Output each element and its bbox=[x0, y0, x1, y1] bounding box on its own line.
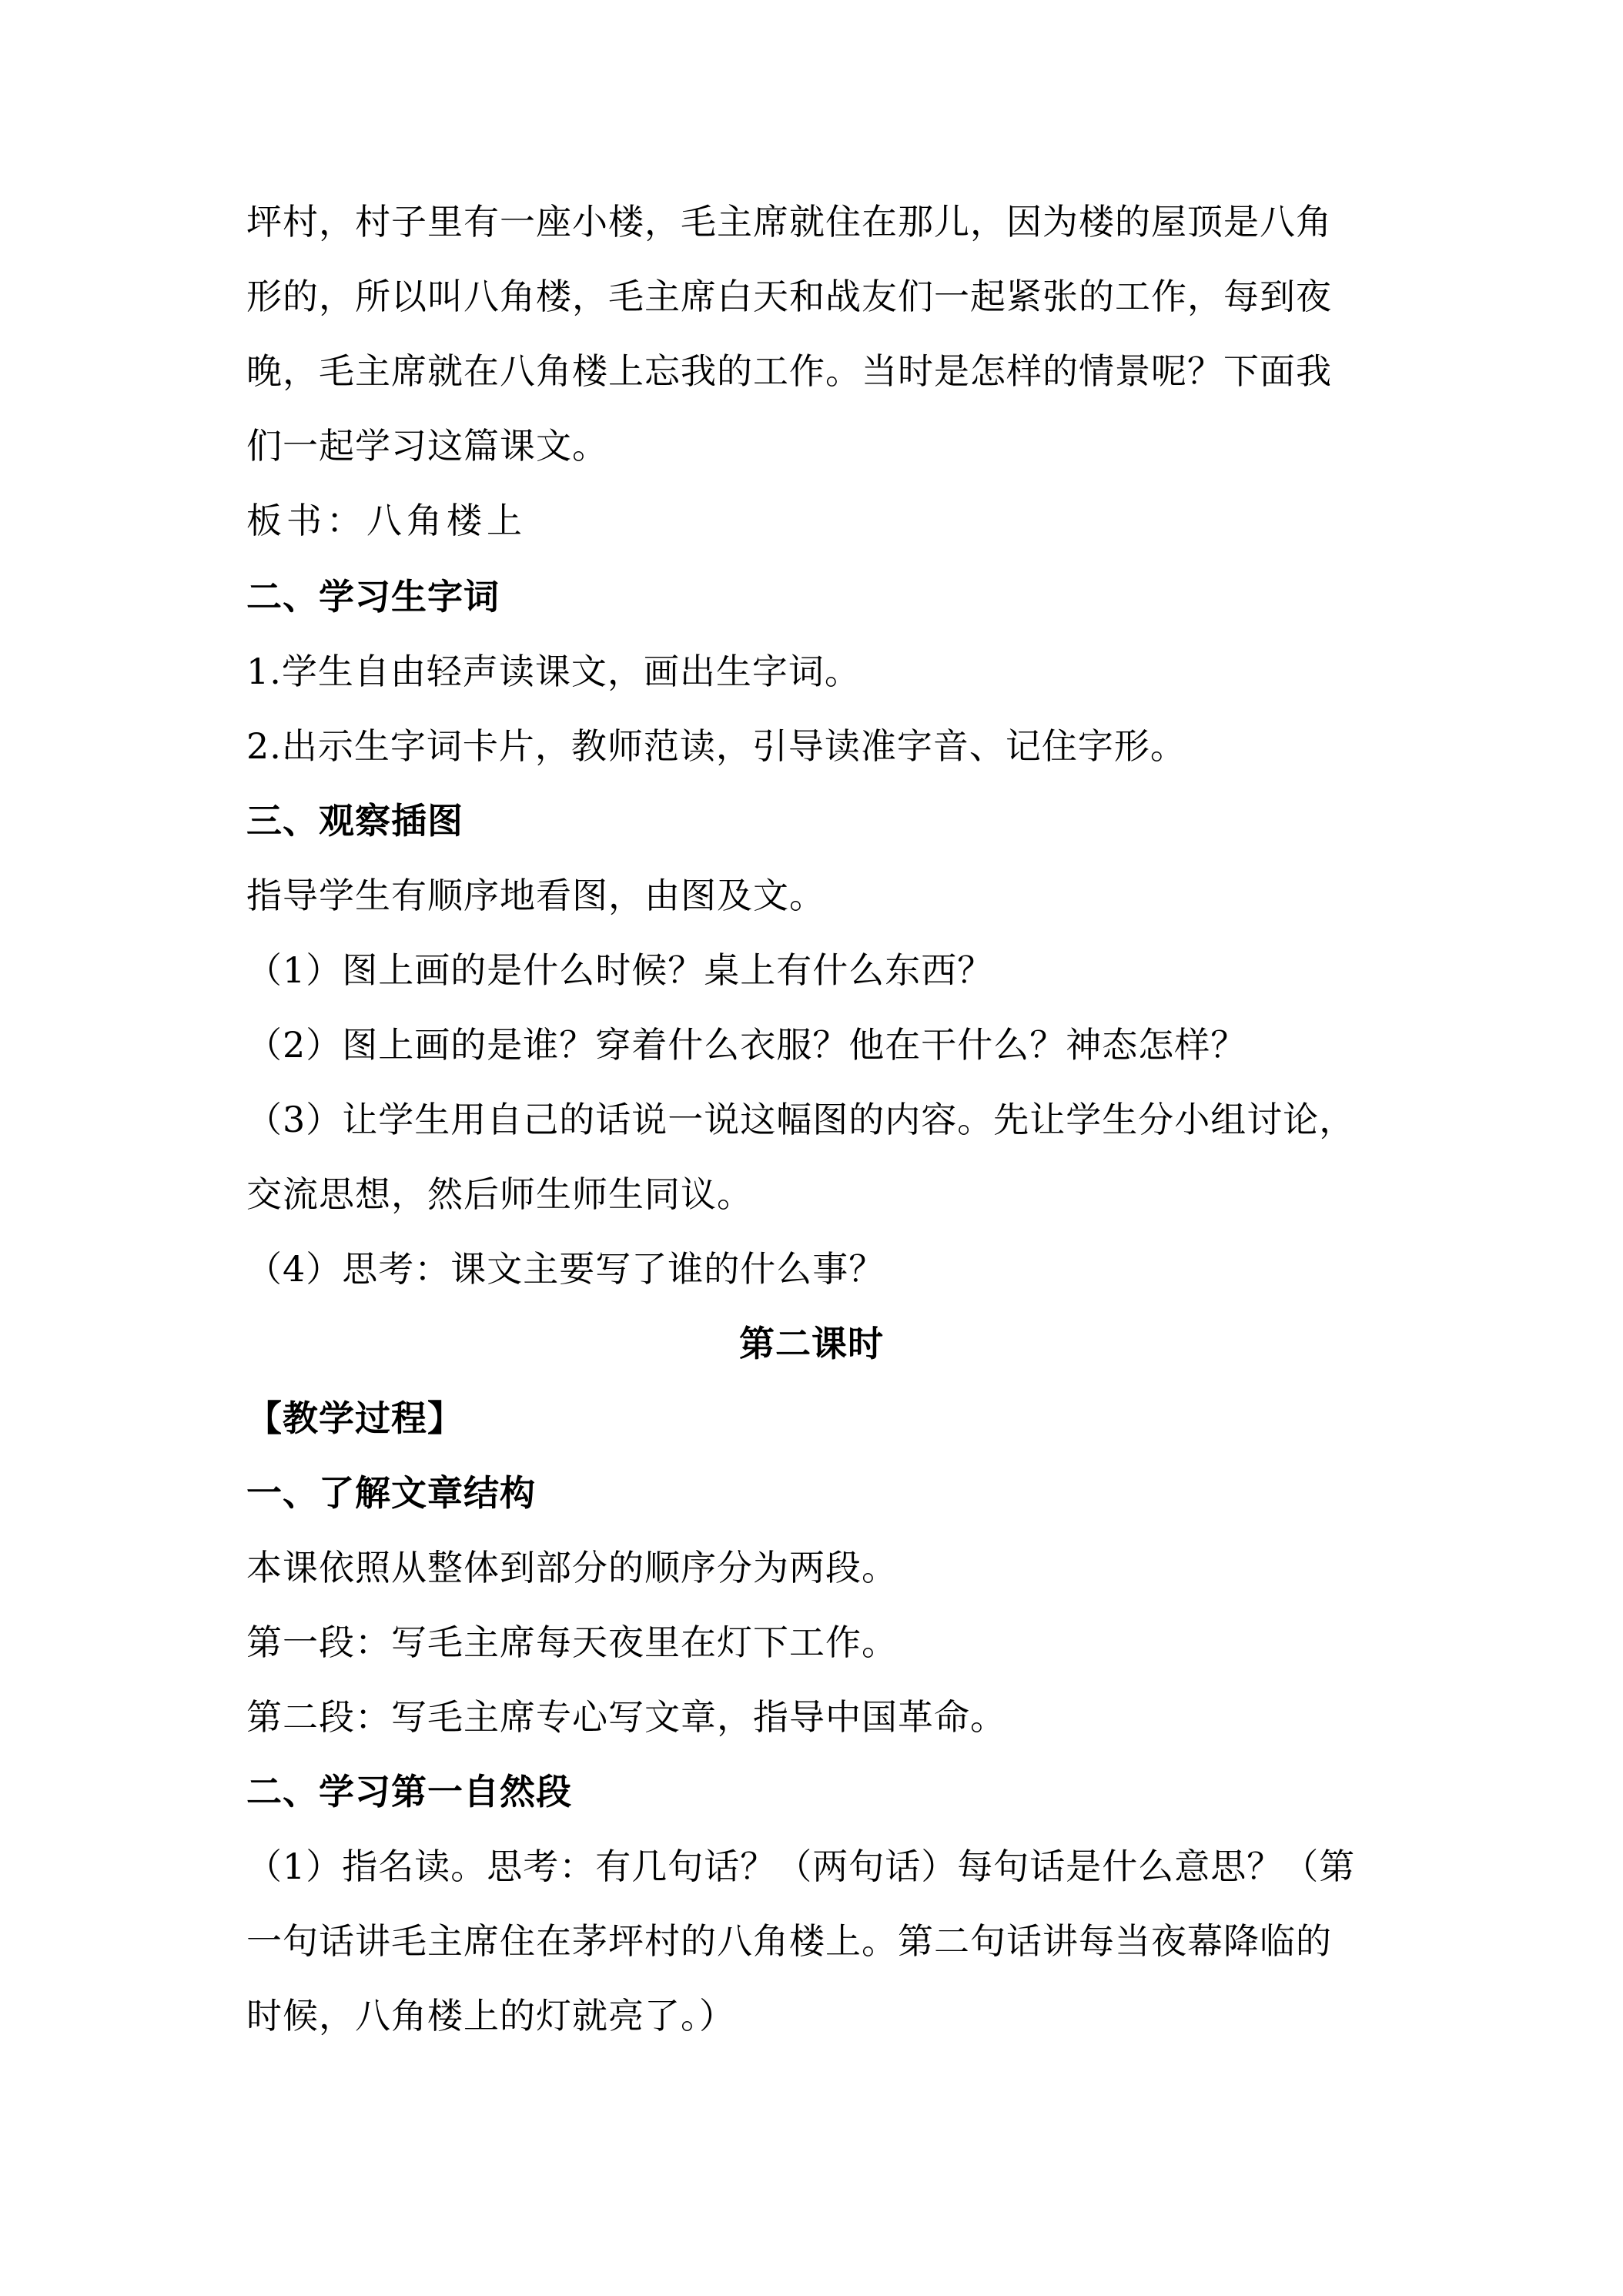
section-heading-illustration: 三、观察插图 bbox=[246, 800, 463, 842]
first-paragraph-line: 一句话讲毛主席住在茅坪村的八角楼上。第二句话讲每当夜幕降临的 bbox=[246, 1920, 1332, 1962]
board-writing: 板书：八角楼上 bbox=[246, 500, 527, 541]
teaching-process-heading: 【教学过程】 bbox=[246, 1397, 463, 1439]
vocabulary-step-2: 2.出示生字词卡片，教师范读，引导读准字音、记住字形。 bbox=[246, 725, 1186, 767]
intro-paragraph-line: 形的，所以叫八角楼，毛主席白天和战友们一起紧张的工作，每到夜 bbox=[246, 276, 1332, 317]
illustration-question-3: （3）让学生用自己的话说一说这幅图的内容。先让学生分小组讨论， bbox=[246, 1099, 1356, 1140]
illustration-question-1: （1）图上画的是什么时候？桌上有什么东西？ bbox=[246, 949, 994, 991]
vocabulary-step-1: 1.学生自由轻声读课文，画出生字词。 bbox=[246, 651, 861, 692]
illustration-question-2: （2）图上画的是谁？穿着什么衣服？他在干什么？神态怎样？ bbox=[246, 1024, 1247, 1066]
structure-line: 第一段：写毛主席每天夜里在灯下工作。 bbox=[246, 1622, 898, 1663]
first-paragraph-line: （1）指名读。思考：有几句话？（两句话）每句话是什么意思？（第 bbox=[246, 1846, 1356, 1887]
section-heading-vocabulary: 二、学习生字词 bbox=[246, 576, 500, 618]
illustration-question-3-cont: 交流思想，然后师生师生同议。 bbox=[246, 1173, 753, 1215]
illustration-question-4: （4）思考：课文主要写了谁的什么事？ bbox=[246, 1248, 885, 1290]
structure-line: 本课依照从整体到部分的顺序分为两段。 bbox=[246, 1547, 898, 1588]
section-heading-first-paragraph: 二、学习第一自然段 bbox=[246, 1771, 572, 1812]
illustration-intro: 指导学生有顺序地看图，由图及文。 bbox=[246, 875, 825, 916]
intro-paragraph-line: 们一起学习这篇课文。 bbox=[246, 425, 608, 467]
structure-line: 第二段：写毛主席专心写文章，指导中国革命。 bbox=[246, 1696, 1006, 1738]
first-paragraph-line: 时候，八角楼上的灯就亮了。） bbox=[246, 1995, 735, 2037]
intro-paragraph-line: 晚，毛主席就在八角楼上忘我的工作。当时是怎样的情景呢？下面我 bbox=[246, 350, 1332, 392]
section-heading-structure: 一、了解文章结构 bbox=[246, 1472, 536, 1514]
lesson-2-title: 第二课时 bbox=[739, 1323, 884, 1364]
intro-paragraph-line: 坪村，村子里有一座小楼，毛主席就住在那儿，因为楼的屋顶是八角 bbox=[246, 201, 1332, 243]
